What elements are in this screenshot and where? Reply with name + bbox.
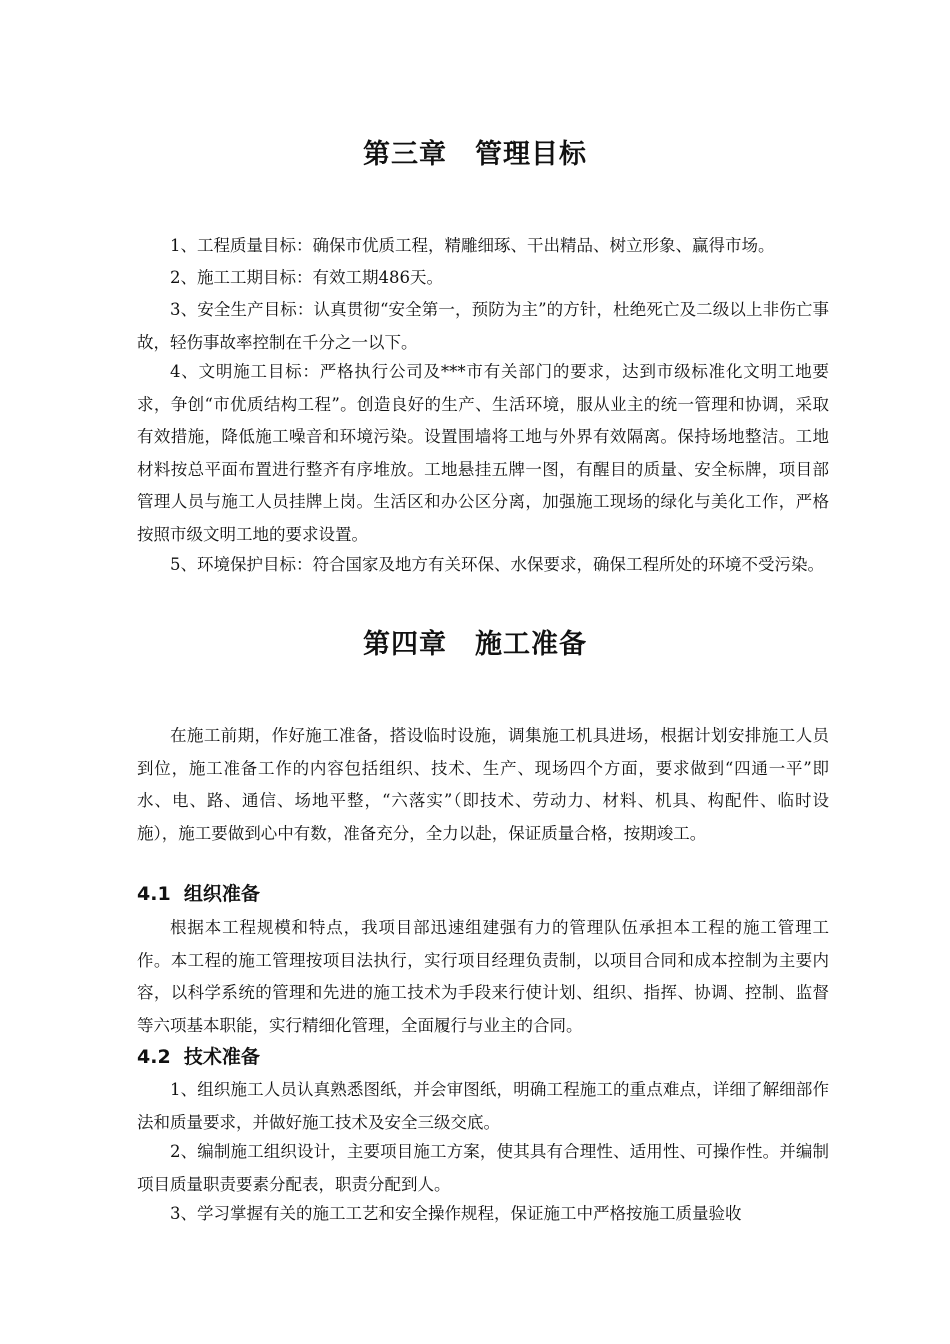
goal-safety: 3、安全生产目标：认真贯彻“安全第一，预防为主”的方针，杜绝死亡及二级以上非伤亡事故，轻伤事故率控制在千分之一以下。: [137, 300, 829, 352]
chapter-3-title: 第三章 管理目标: [363, 139, 587, 170]
chapter-4-intro: 在施工前期，作好施工准备，搭设临时设施，调集施工机具进场，根据计划安排施工人员到位，施工准备工作的内容包括组织、技术、生产、现场四个方面，要求做到“四通一平”即水、电、路、通信、场地平整，“六落实”（即技术、劳动力、材料、机具、构配件、临时设施），施工要做到心中有数，准备充分，全力以赴，保证质量合格，按期竣工。: [137, 726, 829, 843]
tech-prep-item-2: 2、编制施工组织设计，主要项目施工方案，使其具有合理性、适用性、可操作性。并编制项目质量职责要素分配表，职责分配到人。: [137, 1142, 829, 1194]
tech-prep-item-3: 3、学习掌握有关的施工工艺和安全操作规程，保证施工中严格按施工质量验收: [170, 1204, 742, 1223]
section-4-1-heading: 4.1 组织准备: [137, 883, 260, 905]
goal-quality: 1、工程质量目标：确保市优质工程，精雕细琢、干出精品、树立形象、赢得市场。: [170, 236, 775, 255]
goal-civilized-construction: 4、文明施工目标：严格执行公司及***市有关部门的要求，达到市级标准化文明工地要求，争创“市优质结构工程”。创造良好的生产、生活环境，服从业主的统一管理和协调，采取有效措施，降低施工噪音和环境污染。设置围墙将工地与外界有效隔离。保持场地整洁。工地材料按总平面布置进行整齐有序堆放。工地悬挂五牌一图，有醒目的质量、安全标牌，项目部管理人员与施工人员挂牌上岗。生活区和办公区分离，加强施工现场的绿化与美化工作，严格按照市级文明工地的要求设置。: [137, 362, 829, 544]
tech-prep-item-1: 1、组织施工人员认真熟悉图纸，并会审图纸，明确工程施工的重点难点，详细了解细部作法和质量要求，并做好施工技术及安全三级交底。: [137, 1080, 829, 1132]
section-4-1-body: 根据本工程规模和特点，我项目部迅速组建强有力的管理队伍承担本工程的施工管理工作。本工程的施工管理按项目法执行，实行项目经理负责制，以项目合同和成本控制为主要内容，以科学系统的管理和先进的施工技术为手段来行使计划、组织、指挥、协调、控制、监督等六项基本职能，实行精细化管理，全面履行与业主的合同。: [137, 918, 829, 1035]
chapter-4-title: 第四章 施工准备: [363, 629, 587, 660]
goal-schedule: 2、施工工期目标：有效工期486天。: [170, 268, 443, 287]
section-4-2-heading: 4.2 技术准备: [137, 1046, 260, 1068]
goal-environment: 5、环境保护目标：符合国家及地方有关环保、水保要求，确保工程所处的环境不受污染。: [170, 555, 824, 574]
